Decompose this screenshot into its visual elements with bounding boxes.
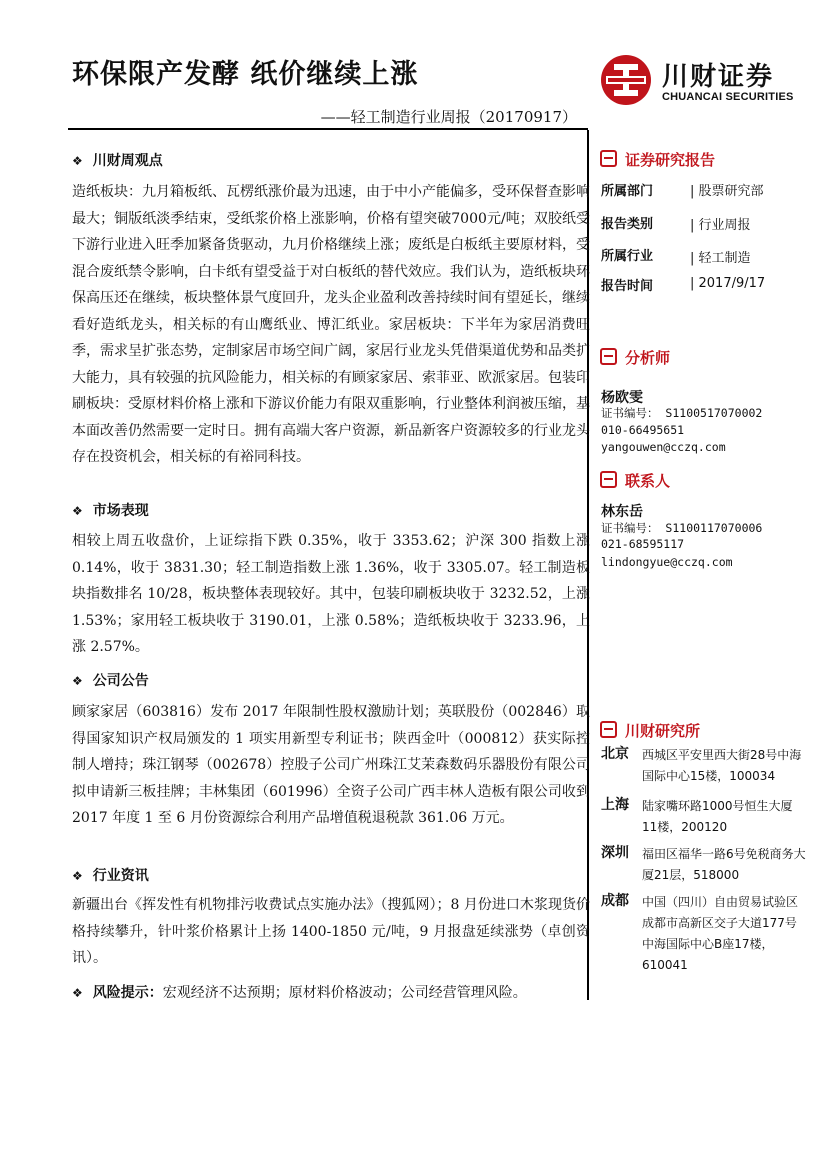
section-heading: ❖ 公司公告 <box>72 673 149 689</box>
industry-news-paragraph: 新疆出台《挥发性有机物排污收费试点实施办法》（搜狐网）；8 月份进口木浆现货价格持续攀升，针叶浆价格累计上扬 1400-1850 元/吨，9 月报盘延续涨势（卓创资讯）。 <box>72 897 590 966</box>
analyst-cert: 证书编号： S1100517070002 <box>601 406 763 420</box>
meta-label: 报告时间 <box>601 279 654 294</box>
contact-phone: 021-68595117 <box>601 537 685 551</box>
section-heading: ❖ 市场表现 <box>72 503 149 519</box>
meta-label: 所属部门 <box>601 184 654 199</box>
meta-value: | 行业周报 <box>690 214 751 233</box>
chuancai-logo-icon <box>600 54 652 106</box>
contact-cert: 证书编号： S1100117070006 <box>601 521 763 535</box>
meta-value: | 股票研究部 <box>690 180 764 199</box>
risk-warning: ❖ 风险提示：宏观经济不达预期；原材料价格波动；公司经营管理风险。 <box>72 985 527 1001</box>
section-marker-icon <box>600 471 617 488</box>
meta-value: | 2017/9/17 <box>690 276 765 291</box>
office-city: 上海 <box>601 797 629 813</box>
analyst-phone: 010-66495651 <box>601 423 685 437</box>
contact-name: 林东岳 <box>601 504 643 520</box>
header-rule <box>68 128 588 130</box>
office-address: 中国（四川）自由贸易试验区成都市高新区交子大道177号中海国际中心B座17楼，610041 <box>642 895 799 972</box>
report-subtitle: ——轻工制造行业周报（20170917） <box>320 108 577 126</box>
institute-heading: 川财研究所 <box>600 720 700 741</box>
section-marker-icon <box>600 150 617 167</box>
analyst-email[interactable]: yangouwen@cczq.com <box>601 440 726 454</box>
office-city: 北京 <box>601 746 629 762</box>
office-address: 福田区福华一路6号免税商务大厦21层，518000 <box>642 847 806 882</box>
meta-label: 报告类别 <box>601 217 654 232</box>
diamond-bullet-icon: ❖ <box>72 869 83 883</box>
contact-heading: 联系人 <box>600 470 670 491</box>
brand-name-cn: 川财证券 <box>662 62 775 92</box>
contact-email[interactable]: lindongyue@cczq.com <box>601 555 733 569</box>
office-address: 西城区平安里西大街28号中海国际中心15楼，100034 <box>642 748 802 783</box>
report-type-heading: 证券研究报告 <box>600 149 715 170</box>
office-address: 陆家嘴环路1000号恒生大厦11楼，200120 <box>642 799 793 834</box>
meta-value: | 轻工制造 <box>690 247 751 266</box>
section-marker-icon <box>600 721 617 738</box>
office-city: 成都 <box>601 893 629 909</box>
weekly-view-paragraph: 造纸板块：九月箱板纸、瓦楞纸涨价最为迅速，由于中小产能偏多，受环保督查影响最大；铜版纸淡季结束，受纸浆价格上涨影响，价格有望突破7000元/吨；双胶纸受下游行业进入旺季加紧备货驱动，九月价格继续上涨；废纸是白板纸主要原材料，受混合废纸禁令影响，白卡纸有望受益于对白板纸的替代效应。我们认为，造纸板块环保高压还在继续，板块整体景气度回升，龙头企业盈利改善持续时间有望延长，继续看好造纸龙头，相关标的有山鹰纸业、博汇纸业。家居板块：下半年为家居消费旺季，需求呈扩张态势，定制家居市场空间广阔，家居行业龙头凭借渠道优势和品类扩大能力，具有较强的抗风险能力，相关标的有顾家家居、索菲亚、欧派家居。包装印刷板块：受原材料价格上涨和下游议价能力有限双重影响，行业整体利润被压缩，基本面改善仍然需要一定时日。拥有高端大客户资源，新品新客户资源较多的行业龙头存在投资机会，相关标的有裕同科技。 <box>72 184 590 465</box>
analyst-name: 杨欧雯 <box>601 390 643 406</box>
announcement-paragraph: 顾家家居（603816）发布 2017 年限制性股权激励计划；英联股份（002846）取得国家知识产权局颁发的 1 项实用新型专利证书；陕西金叶（000812）获实际控制人增持；珠江钢琴（002678）控股子公司广州珠江艾茉森数码乐器股份有限公司拟申请新三板挂牌；丰林集团（601996）全资子公司广西丰林人造板有限公司收到 2017 年度 1 至 6 月份资源综合利用产品增值税退税款 361.06 万元。 <box>72 704 590 826</box>
meta-label: 所属行业 <box>601 249 654 264</box>
diamond-bullet-icon: ❖ <box>72 154 83 168</box>
diamond-bullet-icon: ❖ <box>72 986 83 1000</box>
diamond-bullet-icon: ❖ <box>72 504 83 518</box>
brand-logo <box>600 54 800 110</box>
brand-name-en: CHUANCAI SECURITIES <box>662 91 794 103</box>
section-heading: ❖ 行业资讯 <box>72 868 149 884</box>
section-heading: ❖ 川财周观点 <box>72 153 163 169</box>
office-city: 深圳 <box>601 845 629 861</box>
section-marker-icon <box>600 348 617 365</box>
diamond-bullet-icon: ❖ <box>72 674 83 688</box>
analyst-heading: 分析师 <box>600 347 670 368</box>
report-title: 环保限产发酵 纸价继续上涨 <box>72 59 419 90</box>
market-paragraph: 相较上周五收盘价，上证综指下跌 0.35%，收于 3353.62；沪深 300 指数上涨 0.14%，收于 3831.30；轻工制造指数上涨 1.36%，收于 3305.07。轻工制造板块指数排名 10/28，板块整体表现较好。其中，包装印刷板块收于 3232.52，上涨 1.53%；家用轻工板块收于 3190.01，上涨 0.58%；造纸板块收于 3233.96，上涨 2.57%。 <box>72 533 590 655</box>
